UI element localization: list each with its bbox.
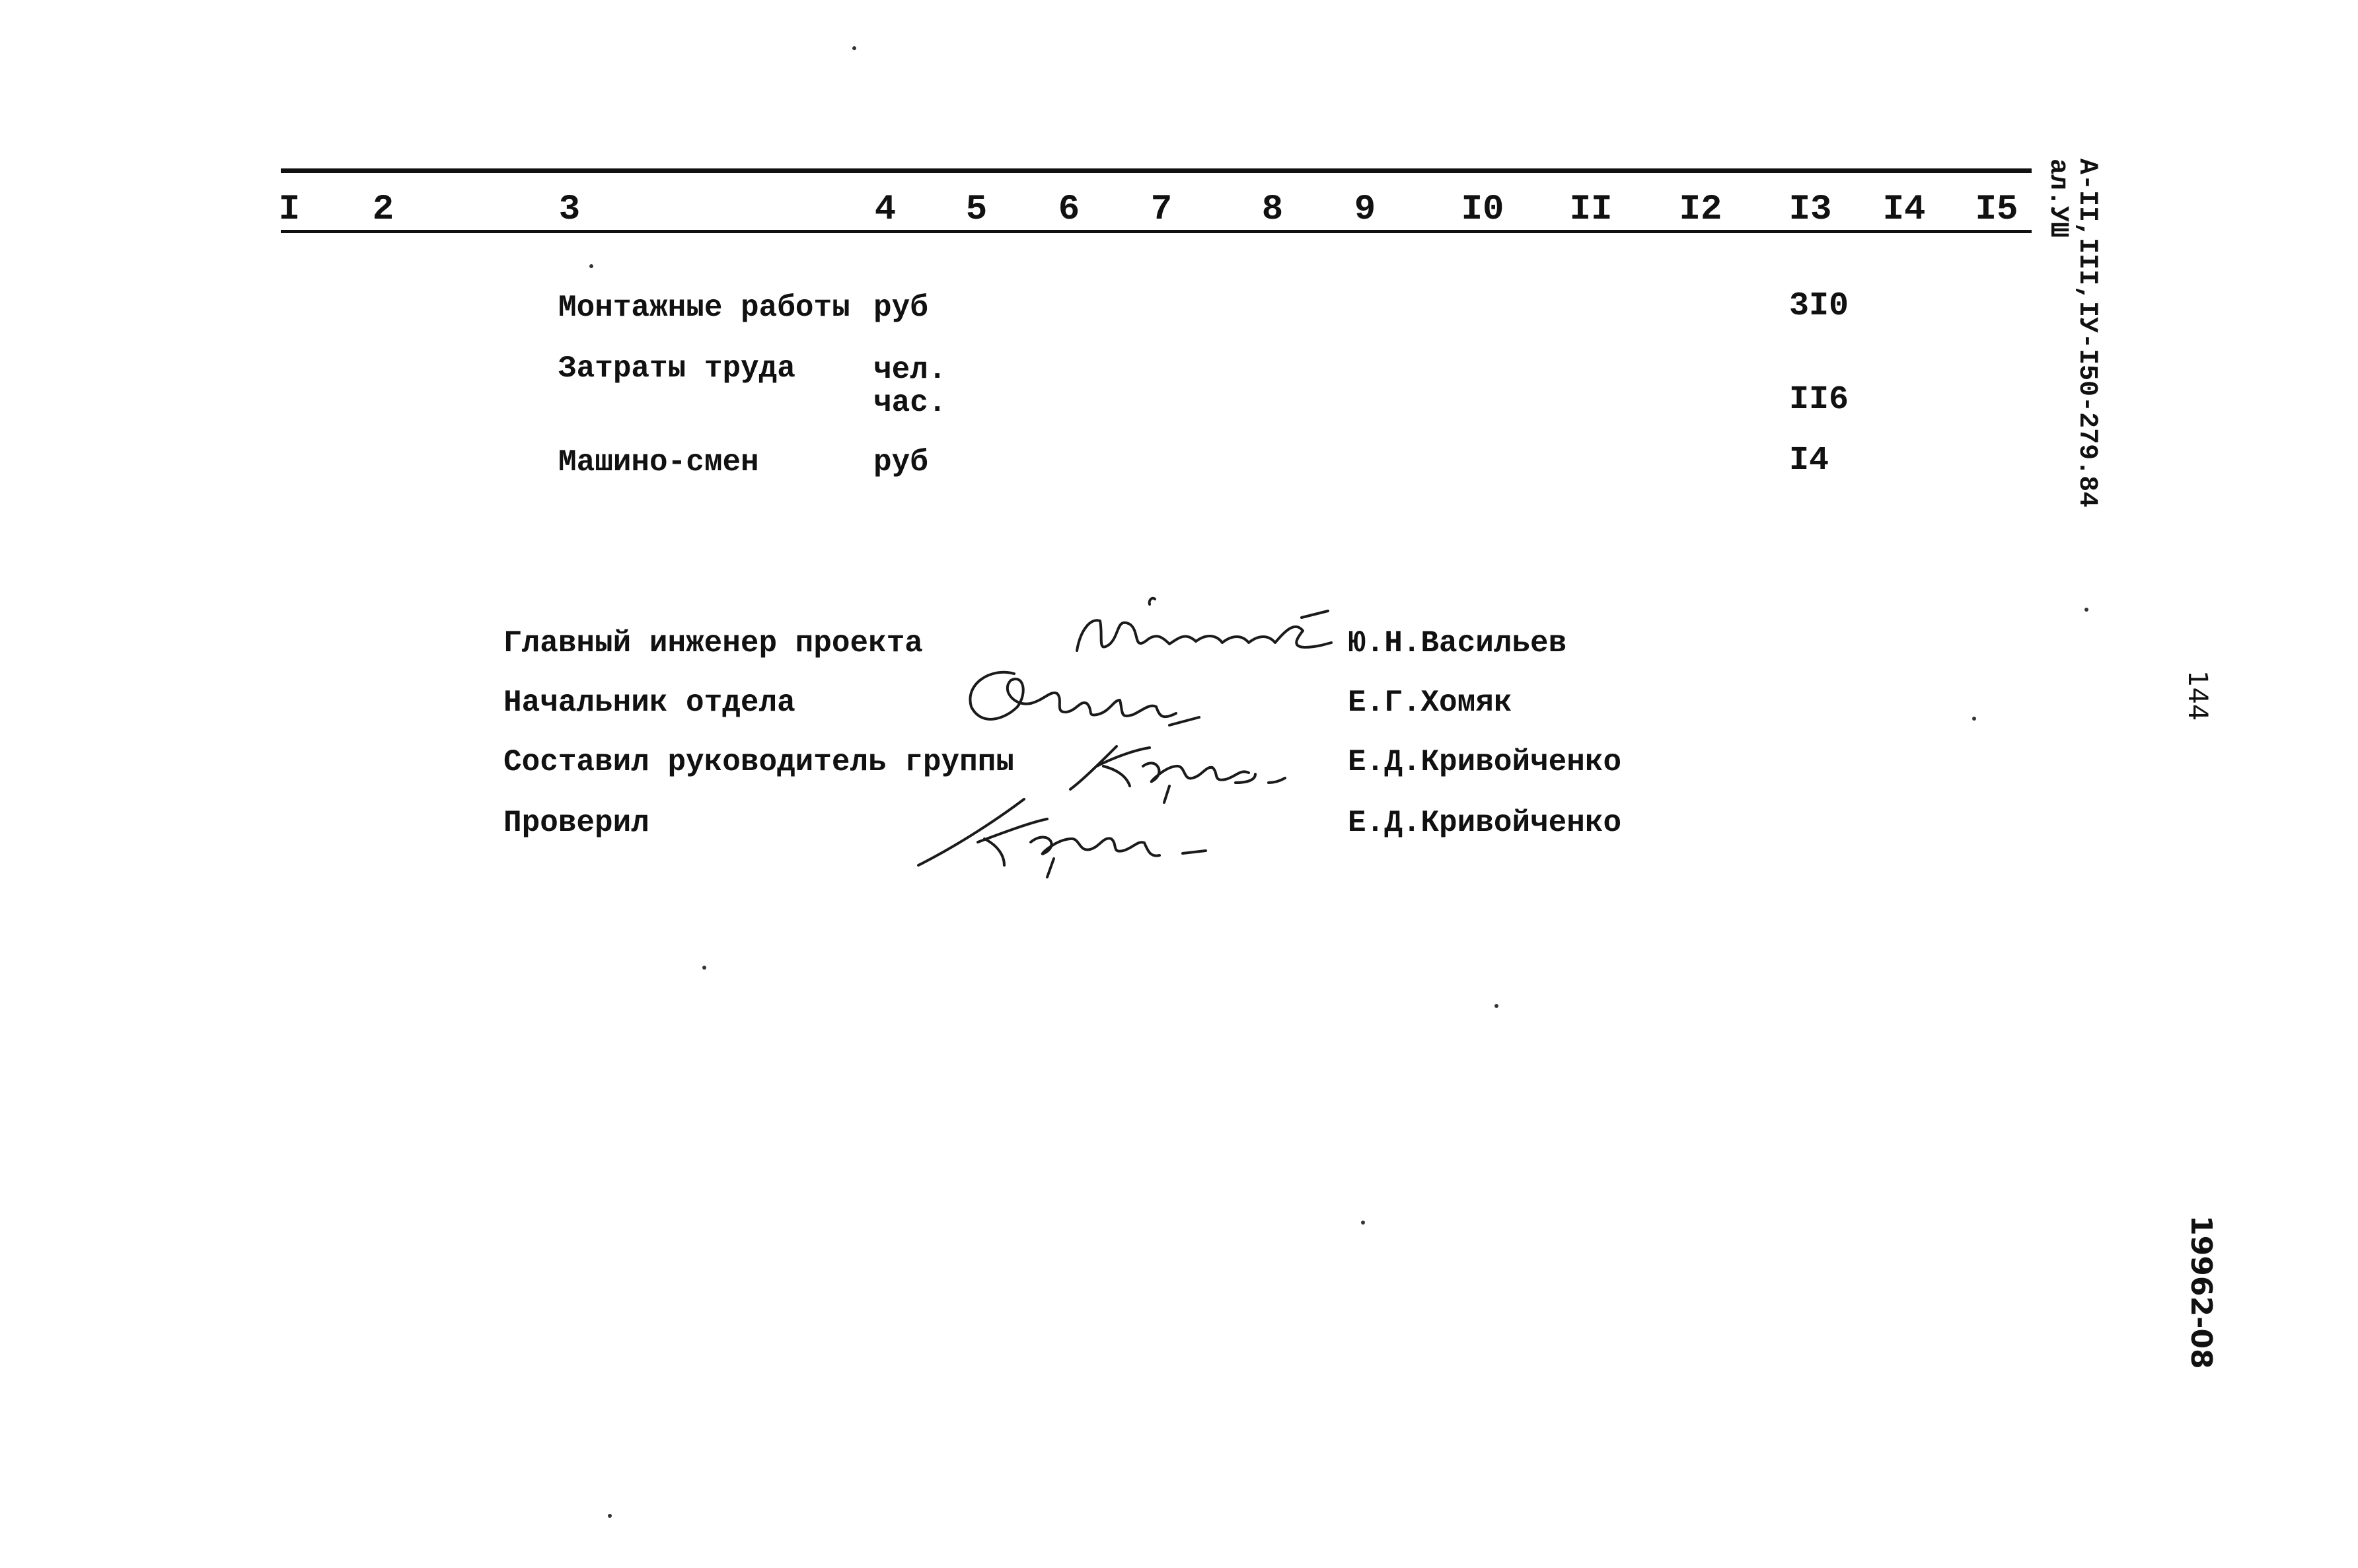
table-top-rule xyxy=(281,168,2032,173)
scan-speck xyxy=(1972,717,1976,721)
row-unit: руб xyxy=(873,445,928,480)
column-number-9: 9 xyxy=(1354,190,1376,230)
margin-document-code xyxy=(2043,159,2101,507)
row-value: II6 xyxy=(1789,381,1849,419)
margin-stamp-number: 19962-08 xyxy=(2184,1215,2218,1369)
margin-document-code-line-2: ал.УШ xyxy=(2043,159,2073,238)
row-label: Машино-смен xyxy=(558,445,759,480)
column-number-15: I5 xyxy=(1975,190,2018,230)
column-number-14: I4 xyxy=(1882,190,1926,230)
signature-role-department-head: Начальник отдела xyxy=(503,686,795,720)
margin-page-number: 144 xyxy=(2182,670,2213,721)
signature-name-compiled-by: Е.Д.Кривойченко xyxy=(1348,745,1622,779)
signature-role-chief-engineer: Главный инженер проекта xyxy=(503,626,923,660)
column-number-12: I2 xyxy=(1679,190,1722,230)
signature-role-checked-by: Проверил xyxy=(503,806,649,840)
scan-speck xyxy=(589,264,593,268)
row-value: 3I0 xyxy=(1789,287,1849,325)
column-number-6: 6 xyxy=(1058,190,1080,230)
row-unit: руб xyxy=(873,291,928,325)
column-number-3: 3 xyxy=(558,190,581,230)
row-unit-line-2: час. xyxy=(873,386,947,420)
scan-speck xyxy=(608,1514,612,1518)
row-value: I4 xyxy=(1789,442,1829,480)
table-header-bottom-rule xyxy=(281,230,2032,233)
row-unit: чел. xyxy=(873,353,947,387)
row-label: Монтажные работы xyxy=(558,291,850,325)
column-number-4: 4 xyxy=(874,190,897,230)
column-number-7: 7 xyxy=(1150,190,1173,230)
scan-speck xyxy=(702,966,706,970)
signature-role-compiled-by: Составил руководитель группы xyxy=(503,745,1014,779)
handwritten-signature-checked-by xyxy=(905,779,1249,885)
column-number-8: 8 xyxy=(1261,190,1284,230)
scan-speck xyxy=(1361,1221,1365,1225)
signature-name-checked-by: Е.Д.Кривойченко xyxy=(1348,806,1622,840)
column-number-5: 5 xyxy=(965,190,988,230)
signature-name-department-head: Е.Г.Хомяк xyxy=(1348,686,1512,720)
scan-speck xyxy=(1494,1004,1498,1008)
column-number-11: II xyxy=(1569,190,1613,230)
column-number-1: I xyxy=(278,190,301,230)
column-number-13: I3 xyxy=(1788,190,1832,230)
signature-name-chief-engineer: Ю.Н.Васильев xyxy=(1348,626,1567,660)
row-label: Затраты труда xyxy=(558,351,795,386)
scan-speck xyxy=(852,46,856,50)
column-number-10: I0 xyxy=(1461,190,1504,230)
column-number-2: 2 xyxy=(372,190,394,230)
scan-speck xyxy=(2084,608,2088,612)
margin-document-code-line-1: А-II,III,IУ-I50-279.84 xyxy=(2072,159,2102,508)
